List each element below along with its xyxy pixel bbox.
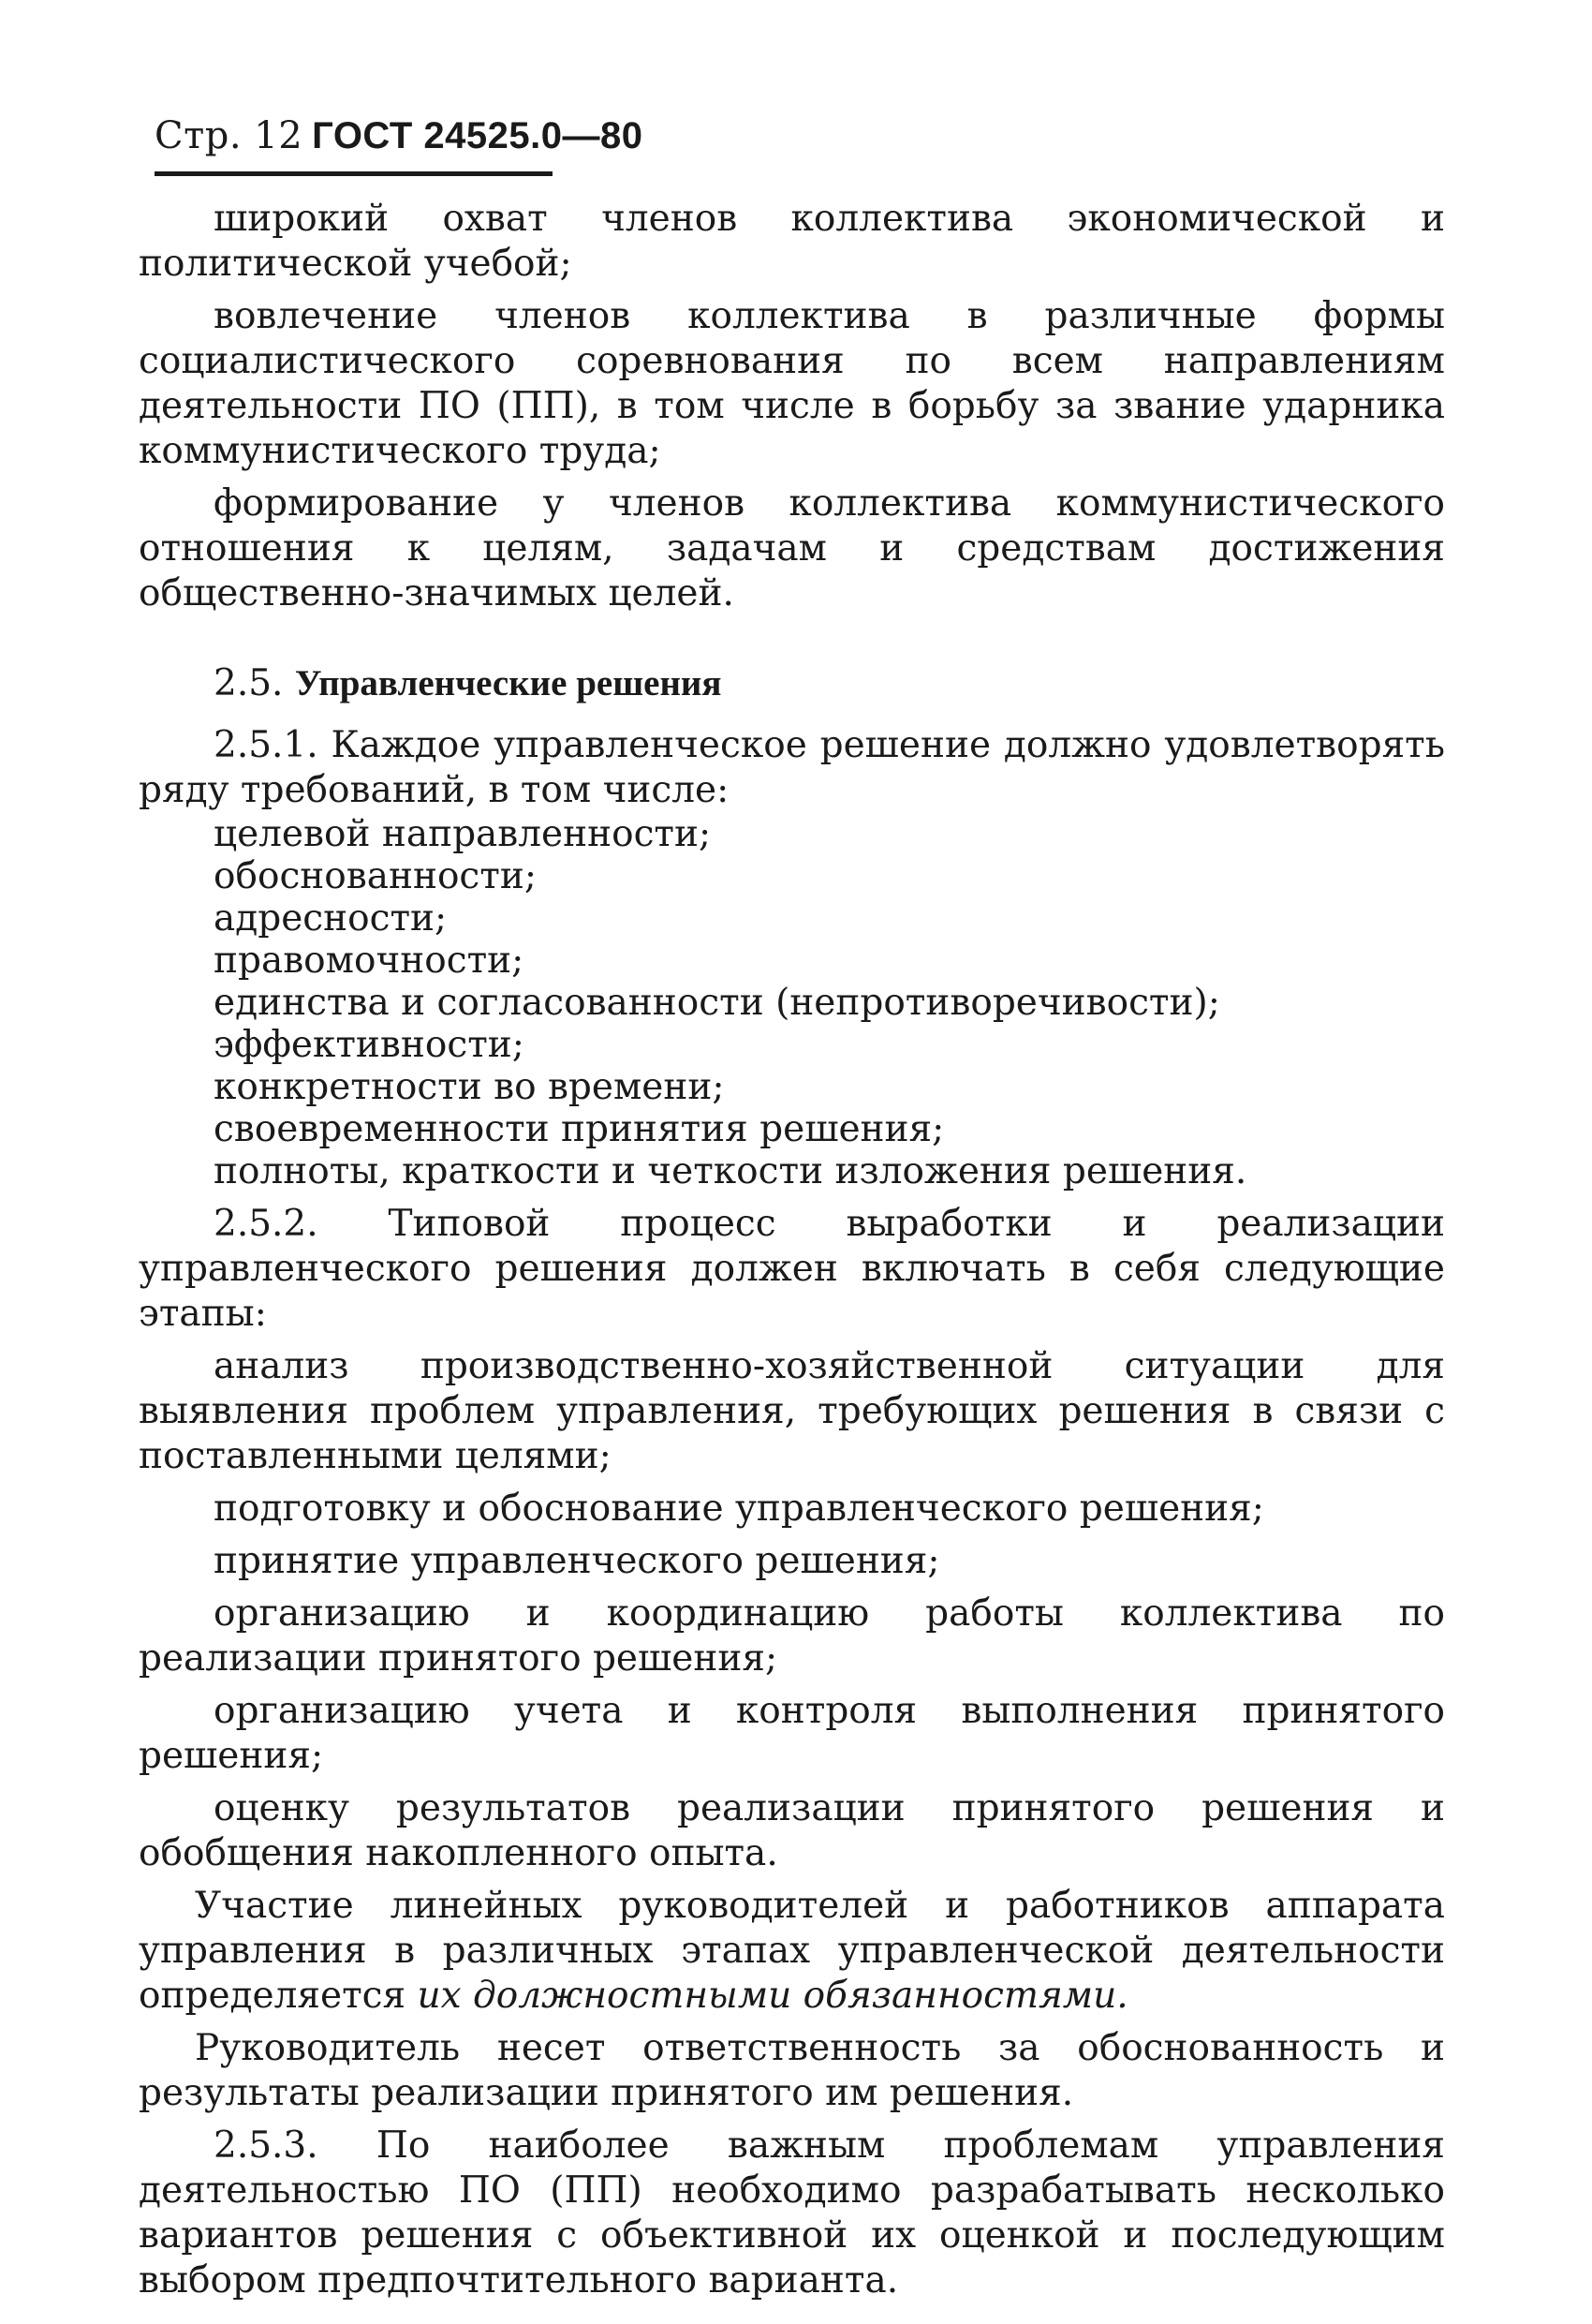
list-item: правомочности; xyxy=(214,940,524,982)
section-number: 2.5. xyxy=(214,662,284,704)
list-item: эффективности; xyxy=(214,1024,524,1066)
clause-2-5-1: 2.5.1. Каждое управленческое решение должно удовлетворять ряду требований, в том числе: xyxy=(139,724,1445,811)
page-number: Стр. 12 xyxy=(155,114,303,157)
stage-item: анализ производственно-хозяйственной ситуации для выявления проблем управления, требующих решения в связи с поставленными целями; xyxy=(139,1345,1445,1477)
list-item: конкретности во времени; xyxy=(214,1066,725,1108)
paragraph-attitude: формирование у членов коллектива коммунистического отношения к целям, задачам и средствам достижения общественно-значимых целей. xyxy=(139,482,1445,614)
section-title: Управленческие решения xyxy=(294,663,722,703)
page-header xyxy=(155,114,642,157)
clause-2-5-3: 2.5.3. По наиболее важным проблемам управления деятельностью ПО (ПП) необходимо разрабатывать несколько вариантов решения с объективной их оценкой и последующим выбором предпочтительного варианта. xyxy=(139,2124,1445,2302)
list-item: единства и согласованности (непротиворечивости); xyxy=(214,982,1220,1024)
paragraph-education: широкий охват членов коллектива экономической и политической учебой; xyxy=(139,198,1445,285)
clause-2-5-2: 2.5.2. Типовой процесс выработки и реализации управленческого решения должен включать в себя следующие этапы: xyxy=(139,1203,1445,1335)
requirements-list xyxy=(139,813,1445,1192)
standard-designation: ГОСТ 24525.0—80 xyxy=(312,115,643,156)
stage-item: организацию учета и контроля выполнения принятого решения; xyxy=(139,1690,1445,1777)
list-item: целевой направленности; xyxy=(214,813,712,855)
document-body xyxy=(139,197,1445,2311)
stage-item: подготовку и обоснование управленческого решения; xyxy=(214,1488,1264,1530)
header-rule xyxy=(155,171,553,176)
paragraph-responsibility: Руководитель несет ответственность за обоснованность и результаты реализации принятого им решения. xyxy=(139,2027,1445,2114)
section-heading xyxy=(139,661,1445,706)
stage-item: принятие управленческого решения; xyxy=(214,1540,940,1582)
paragraph-participation xyxy=(139,1884,1445,2019)
stage-item: организацию и координацию работы коллектива по реализации принятого решения; xyxy=(139,1592,1445,1680)
participation-text: Участие линейных руководителей и работников аппарата управления в различных этапах управленческой деятельности определяется xyxy=(139,1885,1445,2017)
stages-list xyxy=(139,1344,1445,1876)
list-item: обоснованности; xyxy=(214,855,537,897)
list-item: своевременности принятия решения; xyxy=(214,1108,945,1150)
list-item: полноты, краткости и четкости изложения решения. xyxy=(214,1150,1247,1192)
stage-item: оценку результатов реализации принятого решения и обобщения накопленного опыта. xyxy=(139,1787,1445,1874)
paragraph-competition: вовлечение членов коллектива в различные формы социалистического соревнования по всем направлениям деятельности ПО (ПП), в том числе в борьбу за звание ударника коммунистического труда; xyxy=(139,295,1445,472)
participation-italic: их должностными обязанностями. xyxy=(417,1975,1128,2017)
list-item: адресности; xyxy=(214,897,448,940)
